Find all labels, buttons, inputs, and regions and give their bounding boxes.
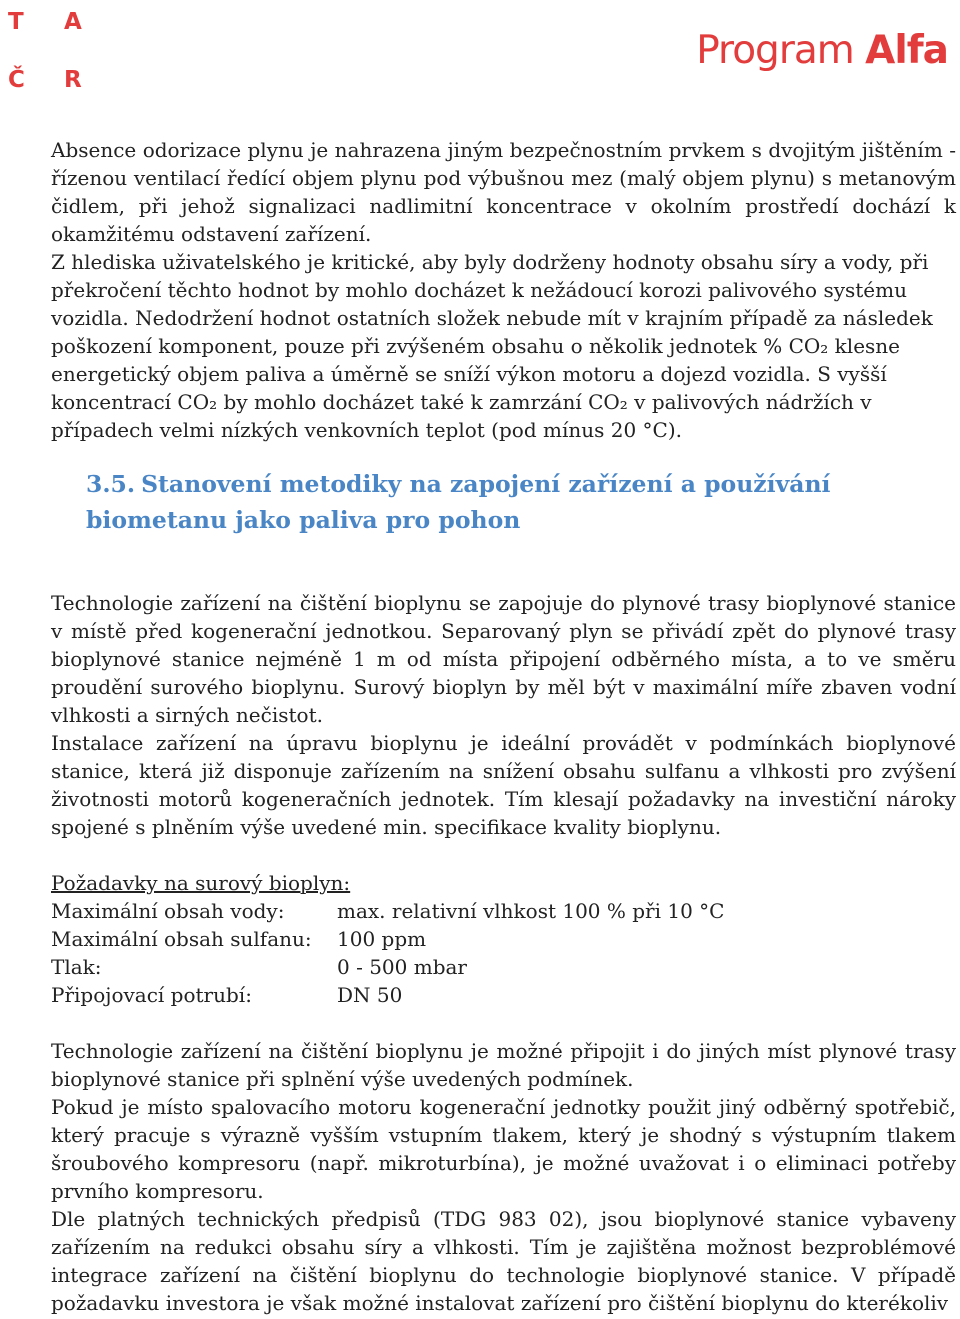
requirement-row — [51, 981, 956, 1009]
program-alfa-logo — [696, 28, 948, 73]
requirement-label: Připojovací potrubí: — [51, 983, 252, 1007]
requirements-title: Požadavky na surový bioplyn: — [51, 871, 351, 895]
program-prefix: Program — [696, 28, 854, 73]
requirement-value: max. relativní vlhkost 100 % při 10 °C — [337, 899, 725, 923]
paragraph-odorization: Absence odorizace plynu je nahrazena jiným bezpečnostním prvkem s dvojitým jištěním - řízenou ventilací ředící objem plynu pod výbušnou mez (malý objem plynu) s metanovým čidlem, při jehož signalizaci nadlimitní koncentrace v okolním prostředí dochází k okamžitému odstavení zařízení. — [51, 138, 956, 246]
paragraph-connection: Technologie zařízení na čištění bioplynu je možné připojit i do jiných míst plynové trasy bioplynové stanice při splnění výše uvedených podmínek. — [51, 1039, 956, 1091]
requirement-value: 0 - 500 mbar — [337, 955, 467, 979]
section-1 — [51, 136, 956, 444]
requirement-row — [51, 953, 956, 981]
section-3 — [51, 1037, 956, 1317]
logo-letter-a: A — [64, 9, 82, 35]
requirements-block — [51, 869, 956, 1009]
logo-letter-c: Č — [8, 67, 25, 93]
heading-title: Stanovení metodiky na zapojení zařízení a používání biometanu jako paliva pro pohon — [86, 470, 831, 534]
paragraph-user-requirements: Z hlediska uživatelského je kritické, aby byly dodrženy hodnoty obsahu síry a vody, při překročení těchto hodnot by mohlo docházet k nežádoucí korozi palivového systému vozidla. Nedodržení hodnot ostatních složek nebude mít v krajním případě za následek poškození komponent, pouze při zvýšeném obsahu o několik jednotek % CO₂ klesne energetický objem paliva a úměrně se sníží výkon motoru a dojezd vozidla. S vyšší koncentrací CO₂ by mohlo docházet také k zamrzání CO₂ v palivových nádržích v případech velmi nízkých venkovních teplot (pod mínus 20 °C). — [51, 250, 933, 442]
paragraph-technology: Technologie zařízení na čištění bioplynu se zapojuje do plynové trasy bioplynové stanice v místě před kogenerační jednotkou. Separovaný plyn se přivádí zpět do plynové trasy bioplynové stanice nejméně 1 m od místa připojení odběrného místa, a to ve směru proudění surového bioplynu. Surový bioplyn by měl být v maximální míře zbaven vodní vlhkosti a sirných nečistot. — [51, 591, 956, 727]
requirement-value: 100 ppm — [337, 927, 427, 951]
heading-number: 3.5. — [86, 470, 136, 498]
section-2 — [51, 589, 956, 841]
requirement-label: Maximální obsah sulfanu: — [51, 927, 312, 951]
requirement-row — [51, 925, 956, 953]
paragraph-engine: Pokud je místo spalovacího motoru kogenerační jednotky použit jiný odběrný spotřebič, který pracuje s výrazně vyšším vstupním tlakem, který je shodný s výstupním tlakem šroubového kompresoru (např. mikroturbína), je možné uvažovat i o eliminaci potřeby prvního kompresoru. — [51, 1095, 956, 1203]
requirement-label: Maximální obsah vody: — [51, 899, 285, 923]
tacr-logo — [8, 8, 104, 94]
requirement-row — [51, 897, 956, 925]
paragraph-regulations: Dle platných technických předpisů (TDG 983 02), jsou bioplynové stanice vybaveny zařízením na redukci obsahu síry a vlhkosti. Tím je zajištěna možnost bezproblémové integrace zařízení na čištění bioplynu do technologie bioplynové stanice. V případě požadavku investora je však možné instalovat zařízení pro čištění bioplynu do kterékoliv — [51, 1207, 956, 1315]
logo-letter-t: T — [8, 9, 24, 35]
requirement-value: DN 50 — [337, 983, 403, 1007]
section-heading — [86, 466, 956, 538]
logo-letter-r: R — [64, 67, 82, 93]
requirement-label: Tlak: — [51, 955, 102, 979]
program-name: Alfa — [865, 28, 948, 73]
paragraph-installation: Instalace zařízení na úpravu bioplynu je ideální provádět v podmínkách bioplynové stanice, která již disponuje zařízením na snížení obsahu sulfanu a vlhkosti pro zvýšení životnosti motorů kogeneračních jednotek. Tím klesají požadavky na investiční nároky spojené s plněním výše uvedené min. specifikace kvality bioplynu. — [51, 731, 956, 839]
